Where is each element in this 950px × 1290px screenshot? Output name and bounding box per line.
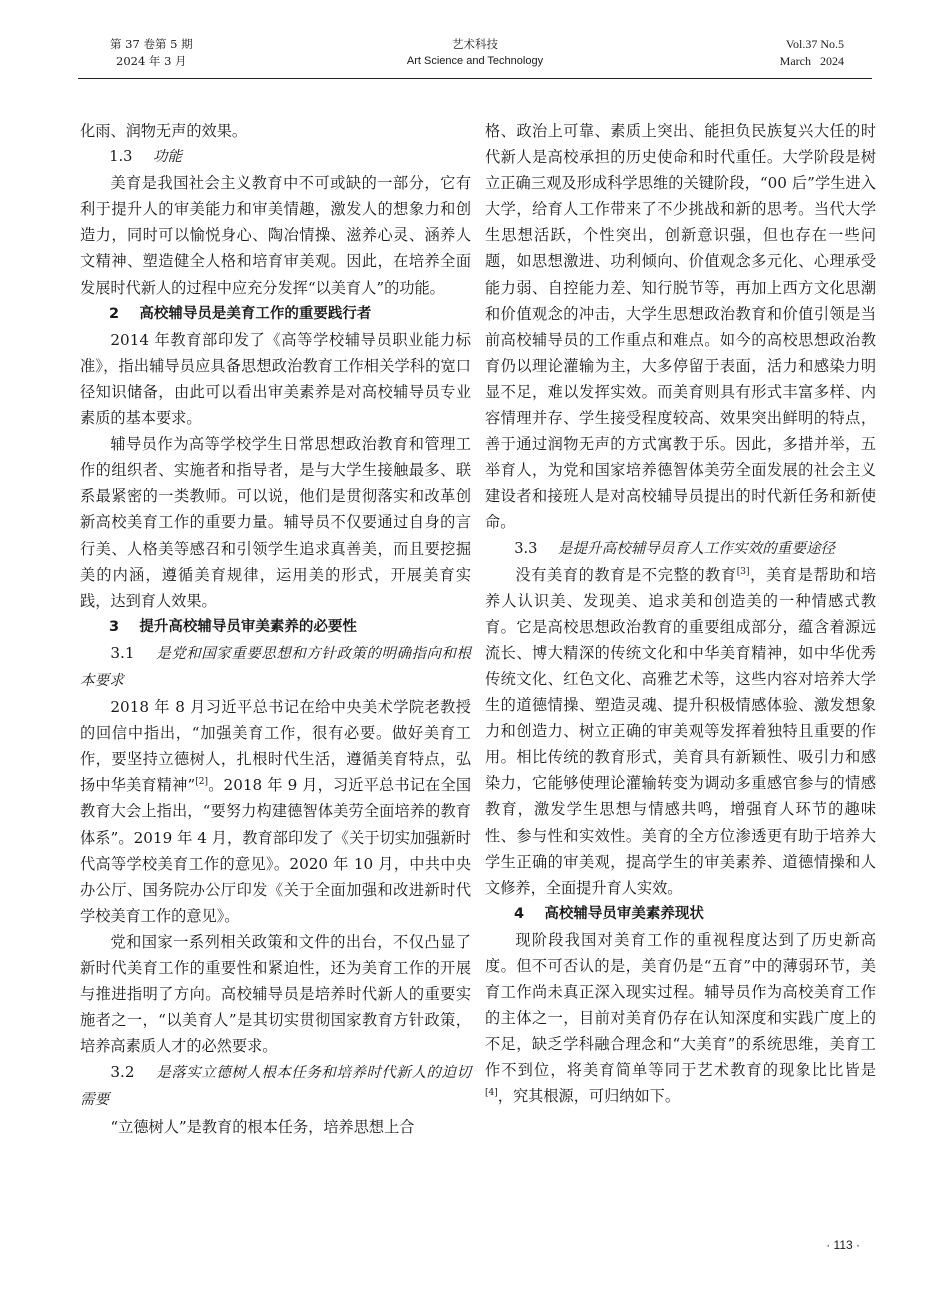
left-column: [80, 118, 471, 1140]
paragraph: [485, 562, 876, 901]
section-title-cont: 的迫切需要: [80, 1064, 471, 1109]
section-title: 高校辅导员审美素养现状: [544, 905, 704, 922]
volume-issue-cn: 第 37 卷第 5 期: [110, 37, 193, 51]
section-heading-3-3: [485, 536, 876, 562]
section-heading-2: [80, 301, 471, 327]
section-heading-3-1: [80, 640, 471, 694]
citation: [2]: [195, 777, 209, 788]
text-run: 。2018 年 9 月，习近平总书记在全国教育大会上指出，“要努力构建德智体美劳全面培养的教育体系”。2019 年 4 月，教育部印发了《关于切实加强新时代高等学校美育工作的意见》。2020 年 10 月，中共中央办公厅、国务院办公厅印发《关于全面加强和改进新时代学校美育工作的意见》。: [80, 776, 472, 925]
date-cn: 2024 年 3 月: [116, 54, 187, 68]
volume-issue-en: Vol.37 No.5: [785, 37, 844, 51]
paragraph: [485, 927, 876, 1110]
section-number: 3.2: [110, 1063, 135, 1082]
header-center: [78, 36, 872, 70]
section-title: 是党和国家重要思想和方针政策的明确指: [155, 644, 427, 662]
right-column: [485, 118, 876, 1110]
paragraph: 格、政治上可靠、素质上突出、能担负民族复兴大任的时代新人是高校承担的历史使命和时代重任。大学阶段是树立正确三观及形成科学思维的关键阶段，“00 后”学生进入大学，给育人工作带来了不少挑战和新的思考。当代大学生思想活跃，个性突出，创新意识强，但也存在一些问题，如思想激进、功利倾向、价值观念多元化、心理承受能力弱、自控能力差、知行脱节等，再加上西方文化思潮和价值观念的冲击，大学生思想政治教育和价值引领是当前高校辅导员的工作重点和难点。如今的高校思想政治教育仍以理论灌输为主，大多停留于表面，活力和感染力明显不足，难以发挥实效。而美育则具有形式丰富多样、内容情理并存、学生接受程度较高、效果突出鲜明的特点，善于通过润物无声的方式寓教于乐。因此，多措并举，五举育人，为党和国家培养德智体美劳全面发展的社会主义建设者和接班人是对高校辅导员提出的时代新任务和新使命。: [485, 122, 876, 532]
section-number: 3.3: [514, 539, 538, 557]
section-title: 功能: [152, 148, 183, 166]
paragraph: 2014 年教育部印发了《高等学校辅导员职业能力标准》，指出辅导员应具备思想政治教育工作相关学科的宽口径知识储备，由此可以看出审美素养是对高校辅导员专业素质的基本要求。: [80, 330, 471, 428]
section-number: 3.1: [110, 643, 135, 662]
paragraph: 辅导员作为高等学校学生日常思想政治教育和管理工作的组织者、实施者和指导者，是与大学生接触最多、联系最紧密的一类教师。可以说，他们是贯彻落实和改革创新高校美育工作的重要力量。辅导员不仅要通过自身的言行美、人格美等感召和引领学生追求真善美，而且要挖掘美的内涵，遵循美育规律，运用美的形式，开展美育实践，达到育人效果。: [80, 435, 471, 610]
header-right: [780, 36, 844, 70]
section-number: 2: [109, 305, 120, 322]
section-number: 1.3: [109, 148, 133, 166]
section-heading-1-3: [80, 144, 471, 170]
text-run: 没有美育的教育是不完整的教育: [515, 565, 737, 584]
paragraph: 美育是我国社会主义教育中不可或缺的一部分，它有利于提升人的审美能力和审美情趣，激发人的想象力和创造力，同时可以愉悦身心、陶冶情操、滋养心灵、涵养人文精神、塑造健全人格和培育审美观。因此，在培养全面发展时代新人的过程中应充分发挥“以美育人”的功能。: [80, 174, 471, 297]
citation: [4]: [485, 1088, 498, 1099]
date-en: March 2024: [779, 54, 844, 68]
text-run: 现阶段我国对美育工作的重视程度达到了历史新高度。但不可否认的是，美育仍是“五育”中的薄弱环节，美育工作尚未真正深入现实过程。辅导员作为高校美育工作的主体之一，目前对美育仍存在认知深度和实践广度上的不足，缺乏学科融合理念和“大美育”的系统思维，美育工作不到位，将美育简单等同于艺术教育的现象比比皆是: [485, 930, 876, 1080]
paragraph: “立德树人”是教育的根本任务，培养思想上合: [110, 1117, 415, 1136]
section-title: 提升高校辅导员审美素养的必要性: [139, 618, 357, 635]
text-run: 2018 年 8 月习近平总书记在给中央美术学院老教授的回信中指出，“加强美育工作，很有必要。做好美育工作，要坚持立德树人，扎根时代生活，遵循美育特点，弘扬中华美育精神”: [80, 698, 471, 795]
paragraph: [80, 694, 471, 929]
section-number: 4: [514, 905, 525, 922]
text-run: ，究其根源，可归纳如下。: [497, 1087, 680, 1106]
section-title-cont: 向和根本要求: [80, 644, 471, 689]
page-number: · 113 ·: [826, 1238, 860, 1252]
text-run: ，美育是帮助和培养人认识美、发现美、追求美和创造美的一种情感式教育。它是高校思想政治教育的重要组成部分，蕴含着源远流长、博大精深的传统文化和中华美育精神，如中华优秀传统文化、红色文化、高雅艺术等，这些内容对培养大学生的道德情操、塑造灵魂、提升积极情感体验、激发想象力和创造力、树立正确的审美观等发挥着独特且重要的作用。相比传统的教育形式，美育具有新颖性、吸引力和感染力，它能够使理论灌输转变为调动多重感官参与的情感教育，激发学生思想与情感共鸣，增强育人环节的趣味性、参与性和实效性。美育的全方位渗透更有助于培养大学生正确的审美观，提高学生的审美素养、道德情操和人文修养，全面提升育人实效。: [485, 565, 877, 897]
journal-title-cn: 艺术科技: [452, 37, 498, 51]
paragraph: 化雨、润物无声的效果。: [80, 122, 248, 140]
section-title: 是落实立德树人根本任务和培养时代新人: [155, 1064, 427, 1082]
section-title: 高校辅导员是美育工作的重要践行者: [139, 305, 372, 322]
section-heading-4: [485, 901, 876, 927]
section-number: 3: [109, 618, 120, 635]
section-title: 是提升高校辅导员育人工作实效的重要途径: [557, 539, 836, 557]
paragraph: 党和国家一系列相关政策和文件的出台，不仅凸显了新时代美育工作的重要性和紧迫性，还为美育工作的开展与推进指明了方向。高校辅导员是培养时代新人的重要实施者之一，“以美育人”是其切实贯彻国家教育方针政策，培养高素质人才的必然要求。: [80, 932, 471, 1056]
citation: [3]: [736, 566, 750, 577]
journal-title-en: Art Science and Technology: [406, 55, 544, 67]
page-header: [78, 36, 872, 79]
section-heading-3-2: [80, 1059, 471, 1113]
section-heading-3: [80, 614, 471, 640]
